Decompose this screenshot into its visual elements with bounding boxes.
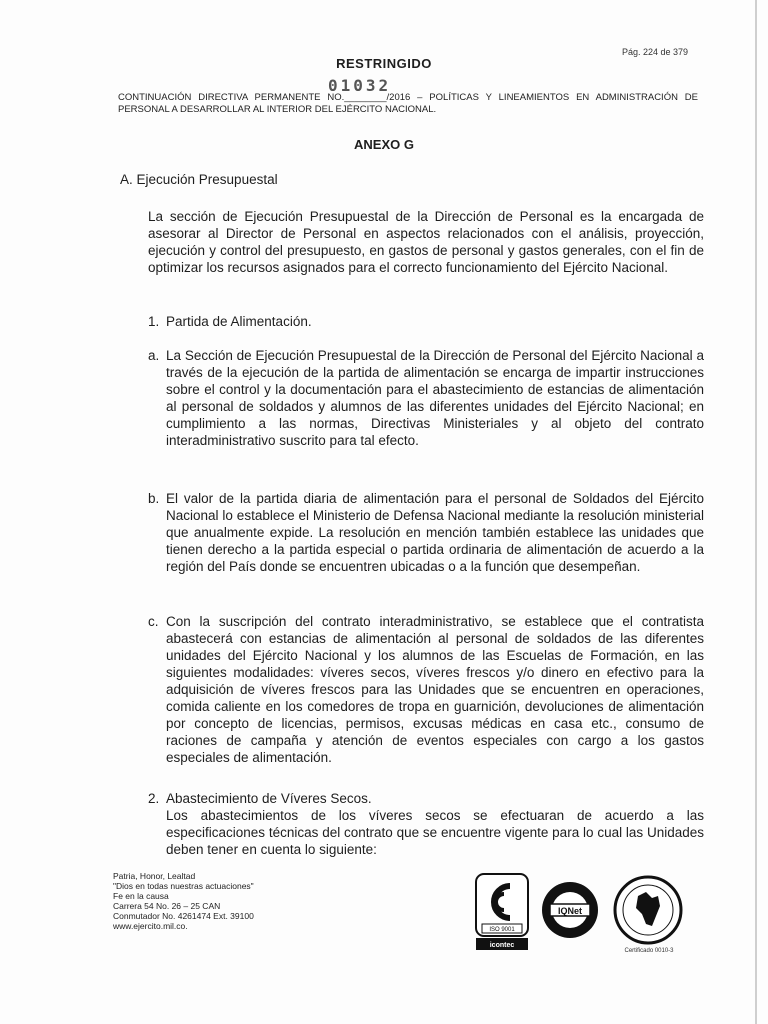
stamped-directive-number: 01032 xyxy=(328,76,392,95)
item-2-section xyxy=(148,790,704,858)
list-item xyxy=(148,347,704,449)
directive-header: CONTINUACIÓN DIRECTIVA PERMANENTE NO.________/2016 – POLÍTICAS Y LINEAMIENTOS EN ADMINISTRACIÓN DE PERSONAL A DESARROLLAR AL INTERIOR DEL EJÉRCITO NACIONAL. xyxy=(118,92,698,115)
annex-title: ANEXO G xyxy=(354,137,414,152)
item-2-title: Abastecimiento de Víveres Secos. xyxy=(166,791,372,806)
iqnet-label: IQNet xyxy=(557,906,583,916)
item-1-number: 1. xyxy=(148,314,160,329)
classification-label: RESTRINGIDO xyxy=(336,56,432,71)
footer-address: Carrera 54 No. 26 – 25 CAN xyxy=(113,901,221,911)
section-title: A. Ejecución Presupuestal xyxy=(120,172,278,187)
footer-phone: Conmutador No. 4261474 Ext. 39100 xyxy=(113,911,254,921)
footer-motto: Patria, Honor, Lealtad xyxy=(113,871,196,881)
list-item-marker: b. xyxy=(148,491,160,506)
scan-edge-line xyxy=(755,0,757,1024)
item-2-number: 2. xyxy=(148,791,160,806)
certification-seal-logo xyxy=(612,874,684,946)
footer-quote: "Dios en todas nuestras actuaciones" xyxy=(113,881,254,891)
list-item xyxy=(148,490,704,575)
item-2-text: Los abastecimientos de los víveres secos se efectuaran de acuerdo a las especificaciones técnicas del contrato que se encuentre vigente para lo cual las Unidades deben tener en cuenta lo siguiente: xyxy=(166,808,704,857)
icontec-iso-logo xyxy=(474,872,530,956)
iqnet-logo xyxy=(540,880,600,940)
icontec-label: icontec xyxy=(489,942,515,949)
list-item-marker: a. xyxy=(148,348,160,363)
list-item xyxy=(148,613,704,766)
item-1-heading xyxy=(148,314,312,329)
iso-label: ISO 9001 xyxy=(489,927,515,933)
list-item-marker: c. xyxy=(148,614,159,629)
section-intro-paragraph: La sección de Ejecución Presupuestal de la Dirección de Personal es la encargada de asesorar al Director de Personal en aspectos relacionados con el análisis, proyección, ejecución y control del presupuesto, en gastos de personal y gastos generales, con el fin de optimizar los recursos asignados para el correcto funcionamiento del Ejército Nacional. xyxy=(148,209,704,275)
item-1-title: Partida de Alimentación. xyxy=(166,314,312,329)
footer-faith: Fe en la causa xyxy=(113,891,169,901)
list-item-text: Con la suscripción del contrato interadministrativo, se establece que el contratista abastecerá con estancias de alimentación al personal de soldados de las diferentes unidades del Ejército Nacional y los alumnos de las Escuelas de Formación, en las siguientes modalidades: víveres secos, víveres frescos y/o dinero en efectivo para la adquisición de víveres frescos para las Unidades que se encuentren en operaciones, comida caliente en los comedores de tropa en guarnición, devoluciones de alimentación por concepto de licencias, permisos, excusas médicas en casa etc., consumo de raciones de campaña y atención de eventos especiales con cargo a los gastos especiales de alimentación. xyxy=(166,614,704,765)
page-number: Pág. 224 de 379 xyxy=(622,47,689,57)
footer-contact-block xyxy=(113,871,254,931)
list-item-text: El valor de la partida diaria de alimentación para el personal de Soldados del Ejército Nacional lo establece el Ministerio de Defensa Nacional mediante la resolución ministerial que anualmente expide. La resolución en mención también establece las unidades que tienen derecho a la partida especial o partida ordinaria de alimentación de acuerdo a la región del País donde se encuentren ubicadas o a la función que desempeñan. xyxy=(166,491,704,574)
certification-logos xyxy=(474,868,710,968)
footer-website: www.ejercito.mil.co. xyxy=(113,921,188,931)
certificate-caption: Certificado 0010-3 xyxy=(624,948,674,954)
list-item-text: La Sección de Ejecución Presupuestal de la Dirección de Personal del Ejército Nacional a través de la ejecución de la partida de alimentación se encarga de impartir instrucciones sobre el control y la documentación para el abastecimiento de estancias de alimentación al personal de soldados y alumnos de las diferentes unidades del Ejército Nacional; en cumplimiento a las normas, Directivas Ministeriales y al objeto del contrato interadministrativo suscrito para tal efecto. xyxy=(166,348,704,448)
